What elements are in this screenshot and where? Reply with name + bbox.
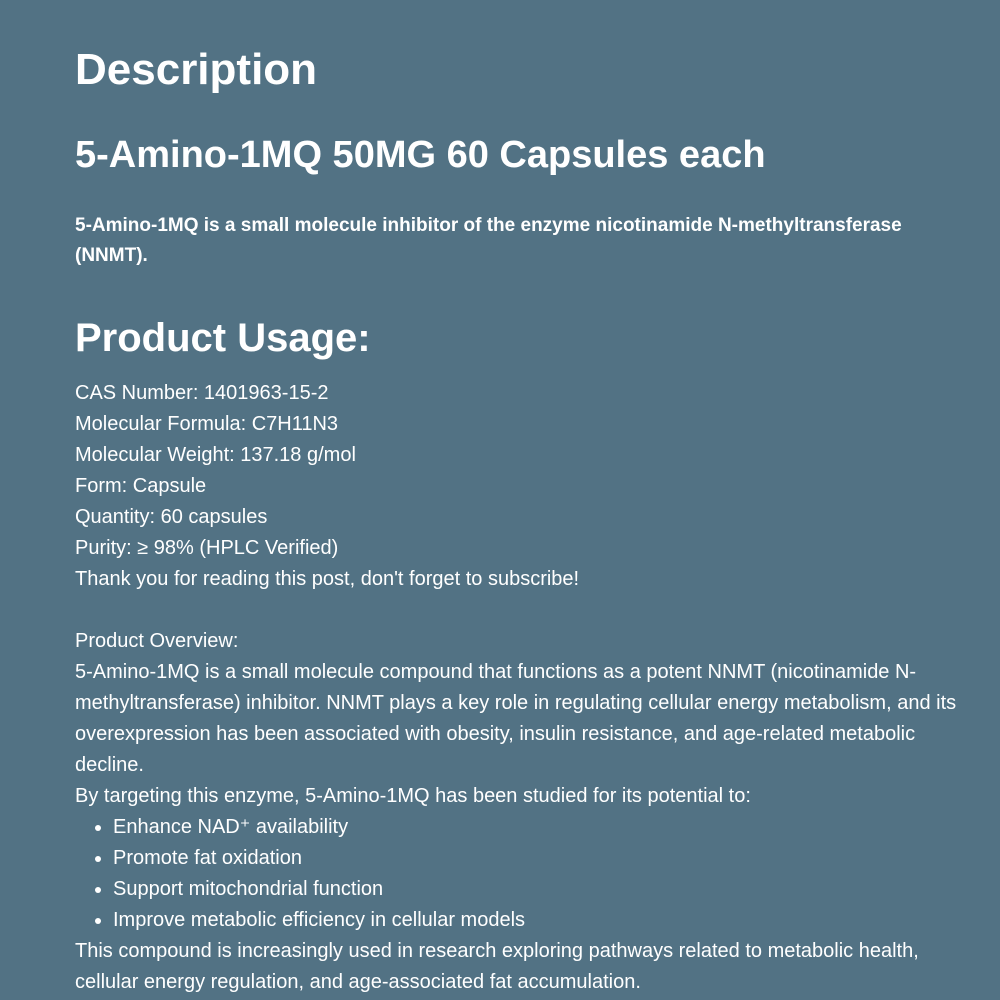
- usage-heading: Product Usage:: [75, 316, 371, 360]
- overview-paragraph: 5-Amino-1MQ is a small molecule compound that functions as a potent NNMT (nicotinamide N-methyltransferase) inhibitor. NNMT plays a key role in regulating cellular energy metabolism, and its overexpression has been associated with obesity, insulin resistance, and age-related metabolic decline.: [75, 661, 957, 776]
- overview-label: Product Overview:: [75, 630, 239, 652]
- targeting-intro: By targeting this enzyme, 5-Amino-1MQ has been studied for its potential to:: [75, 785, 751, 807]
- subscribe-note: Thank you for reading this post, don't forget to subscribe!: [75, 568, 580, 590]
- section-heading: Description: [75, 45, 318, 94]
- spec-formula: Molecular Formula: C7H11N3: [75, 413, 339, 435]
- list-item: • Promote fat oxidation: [113, 843, 975, 874]
- closing-paragraph: This compound is increasingly used in research exploring pathways related to metabolic health, cellular energy regulation, and age-associated fat accumulation.: [75, 940, 919, 993]
- product-title: 5-Amino-1MQ 50MG 60 Capsules each: [75, 134, 766, 176]
- spec-purity: Purity: ≥ 98% (HPLC Verified): [75, 537, 339, 559]
- spec-weight: Molecular Weight: 137.18 g/mol: [75, 444, 356, 466]
- list-item: • Improve metabolic efficiency in cellular models: [113, 905, 975, 936]
- spec-cas: CAS Number: 1401963-15-2: [75, 382, 329, 404]
- product-details: [75, 378, 975, 998]
- list-item: • Support mitochondrial function: [113, 874, 975, 905]
- intro-text: 5-Amino-1MQ is a small molecule inhibitor of the enzyme nicotinamide N-methyltransferase (NNMT).: [75, 215, 902, 266]
- benefits-list: [75, 812, 975, 936]
- spec-quantity: Quantity: 60 capsules: [75, 506, 268, 528]
- list-item: • Enhance NAD⁺ availability: [113, 812, 975, 843]
- paragraph-gap: [75, 595, 975, 626]
- spec-form: Form: Capsule: [75, 475, 207, 497]
